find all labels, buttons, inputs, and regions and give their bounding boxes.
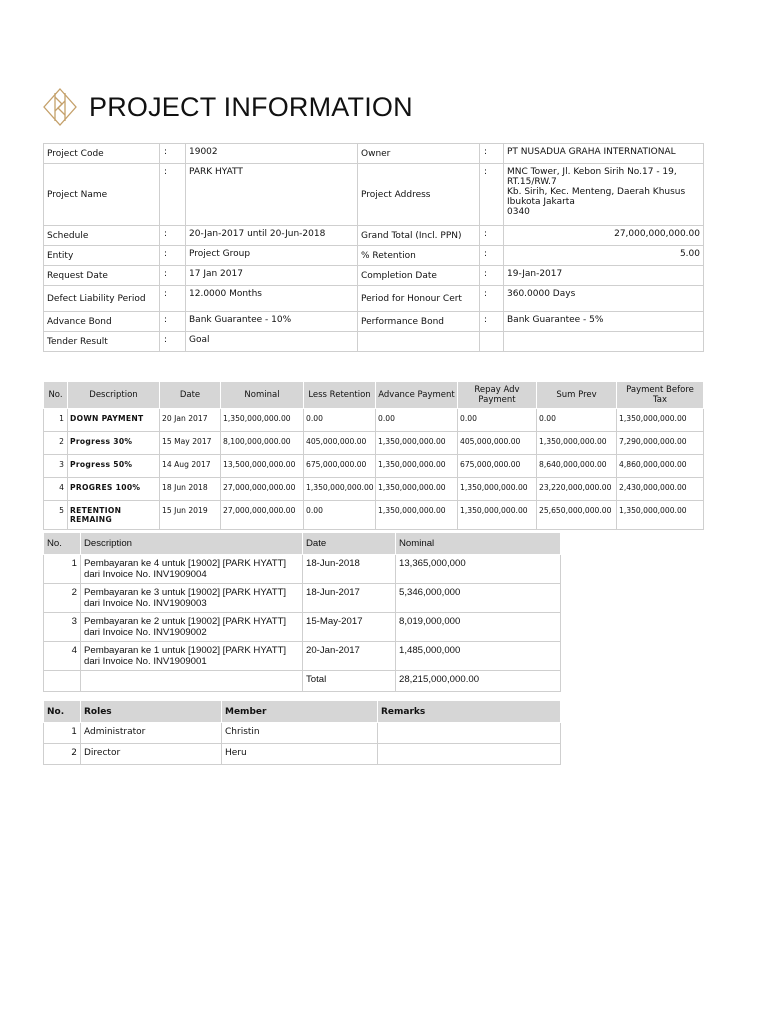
info-value: Goal: [186, 332, 358, 352]
column-header: Repay Adv Payment: [458, 382, 537, 409]
info-value: PARK HYATT: [186, 164, 358, 226]
info-colon: :: [160, 144, 186, 164]
sum-prev: 1,350,000,000.00: [537, 432, 617, 455]
column-header: Nominal: [396, 533, 561, 555]
date: 18-Jun-2017: [303, 584, 396, 613]
row-number: 4: [44, 478, 68, 501]
info-label: Period for Honour Cert: [358, 286, 480, 312]
info-label: Project Name: [44, 164, 160, 226]
nominal: 13,365,000,000: [396, 555, 561, 584]
info-row: [44, 286, 704, 312]
info-label: Project Address: [358, 164, 480, 226]
payment-before-tax: 2,430,000,000.00: [617, 478, 704, 501]
column-header: No.: [44, 382, 68, 409]
info-colon: :: [160, 266, 186, 286]
column-header: Member: [222, 701, 378, 723]
info-value: 360.0000 Days: [504, 286, 704, 312]
nominal: 27,000,000,000.00: [221, 501, 304, 530]
table-row: [44, 723, 561, 744]
info-label: Owner: [358, 144, 480, 164]
role: Administrator: [81, 723, 222, 744]
info-value: 19002: [186, 144, 358, 164]
description: Pembayaran ke 4 untuk [19002] [PARK HYATT] dari Invoice No. INV1909004: [81, 555, 303, 584]
info-colon: :: [480, 312, 504, 332]
info-row: [44, 332, 704, 352]
nominal: 27,000,000,000.00: [221, 478, 304, 501]
info-colon: :: [480, 226, 504, 246]
info-label: Grand Total (Incl. PPN): [358, 226, 480, 246]
info-label: Completion Date: [358, 266, 480, 286]
description: Progress 50%: [68, 455, 160, 478]
info-colon: :: [480, 246, 504, 266]
info-value: MNC Tower, Jl. Kebon Sirih No.17 - 19, RT.15/RW.7 Kb. Sirih, Kec. Menteng, Daerah Khusus Ibukota Jakarta 0340: [504, 164, 704, 226]
info-colon: :: [160, 164, 186, 226]
table-row: [44, 613, 561, 642]
info-colon: [480, 332, 504, 352]
project-info-table: [43, 143, 704, 352]
row-number: 5: [44, 501, 68, 530]
info-value: 19-Jan-2017: [504, 266, 704, 286]
description: Progress 30%: [68, 432, 160, 455]
member: Heru: [222, 744, 378, 765]
row-number: 1: [44, 723, 81, 744]
column-header: Date: [303, 533, 396, 555]
advance-payment: 0.00: [376, 409, 458, 432]
date: 15 Jun 2019: [160, 501, 221, 530]
row-number: 1: [44, 555, 81, 584]
nominal: 1,485,000,000: [396, 642, 561, 671]
info-value: Bank Guarantee - 10%: [186, 312, 358, 332]
project-members-table: [43, 700, 561, 765]
info-value: 5.00: [504, 246, 704, 266]
info-label: Advance Bond: [44, 312, 160, 332]
total-value: 28,215,000,000.00: [396, 671, 561, 692]
info-colon: :: [480, 266, 504, 286]
info-colon: :: [480, 286, 504, 312]
info-value: [504, 332, 704, 352]
less-retention: 0.00: [304, 409, 376, 432]
row-number: 2: [44, 744, 81, 765]
info-colon: :: [480, 164, 504, 226]
nominal: 1,350,000,000.00: [221, 409, 304, 432]
sum-prev: 8,640,000,000.00: [537, 455, 617, 478]
info-colon: :: [160, 226, 186, 246]
advance-payment: 1,350,000,000.00: [376, 432, 458, 455]
row-number: 4: [44, 642, 81, 671]
column-header: Description: [68, 382, 160, 409]
info-row: [44, 266, 704, 286]
info-colon: :: [480, 144, 504, 164]
remarks: [378, 723, 561, 744]
empty-cell: [81, 671, 303, 692]
info-value: 17 Jan 2017: [186, 266, 358, 286]
invoice-payment-table: [43, 532, 561, 692]
info-row: [44, 164, 704, 226]
repay-adv-payment: 675,000,000.00: [458, 455, 537, 478]
description: PROGRES 100%: [68, 478, 160, 501]
info-colon: :: [160, 332, 186, 352]
column-header: No.: [44, 701, 81, 723]
info-row: [44, 246, 704, 266]
sum-prev: 25,650,000,000.00: [537, 501, 617, 530]
less-retention: 675,000,000.00: [304, 455, 376, 478]
info-value: 27,000,000,000.00: [504, 226, 704, 246]
date: 14 Aug 2017: [160, 455, 221, 478]
description: Pembayaran ke 2 untuk [19002] [PARK HYATT] dari Invoice No. INV1909002: [81, 613, 303, 642]
nominal: 5,346,000,000: [396, 584, 561, 613]
info-row: [44, 144, 704, 164]
date: 20 Jan 2017: [160, 409, 221, 432]
info-row: [44, 312, 704, 332]
table-row: [44, 409, 704, 432]
column-header: Date: [160, 382, 221, 409]
date: 15-May-2017: [303, 613, 396, 642]
info-colon: :: [160, 246, 186, 266]
table-row: [44, 642, 561, 671]
repay-adv-payment: 1,350,000,000.00: [458, 501, 537, 530]
row-number: 2: [44, 432, 68, 455]
info-value: Bank Guarantee - 5%: [504, 312, 704, 332]
description: Pembayaran ke 1 untuk [19002] [PARK HYATT] dari Invoice No. INV1909001: [81, 642, 303, 671]
sum-prev: 0.00: [537, 409, 617, 432]
info-colon: :: [160, 312, 186, 332]
column-header: No.: [44, 533, 81, 555]
payment-before-tax: 7,290,000,000.00: [617, 432, 704, 455]
info-label: Project Code: [44, 144, 160, 164]
info-row: [44, 226, 704, 246]
page-title: PROJECT INFORMATION: [89, 91, 413, 122]
payment-before-tax: 1,350,000,000.00: [617, 501, 704, 530]
info-label: Schedule: [44, 226, 160, 246]
empty-cell: [44, 671, 81, 692]
info-label: [358, 332, 480, 352]
info-label: Performance Bond: [358, 312, 480, 332]
info-value: 20-Jan-2017 until 20-Jun-2018: [186, 226, 358, 246]
info-label: Defect Liability Period: [44, 286, 160, 312]
repay-adv-payment: 0.00: [458, 409, 537, 432]
less-retention: 405,000,000.00: [304, 432, 376, 455]
remarks: [378, 744, 561, 765]
column-header: Advance Payment: [376, 382, 458, 409]
date: 20-Jan-2017: [303, 642, 396, 671]
info-label: Request Date: [44, 266, 160, 286]
info-colon: :: [160, 286, 186, 312]
less-retention: 0.00: [304, 501, 376, 530]
column-header: Remarks: [378, 701, 561, 723]
table-row: [44, 455, 704, 478]
advance-payment: 1,350,000,000.00: [376, 501, 458, 530]
payment-before-tax: 1,350,000,000.00: [617, 409, 704, 432]
row-number: 2: [44, 584, 81, 613]
info-value: Project Group: [186, 246, 358, 266]
less-retention: 1,350,000,000.00: [304, 478, 376, 501]
description: RETENTION REMAING: [68, 501, 160, 530]
repay-adv-payment: 1,350,000,000.00: [458, 478, 537, 501]
table-row: [44, 555, 561, 584]
description: Pembayaran ke 3 untuk [19002] [PARK HYATT] dari Invoice No. INV1909003: [81, 584, 303, 613]
member: Christin: [222, 723, 378, 744]
role: Director: [81, 744, 222, 765]
sum-prev: 23,220,000,000.00: [537, 478, 617, 501]
column-header: Description: [81, 533, 303, 555]
nominal: 8,019,000,000: [396, 613, 561, 642]
column-header: Payment Before Tax: [617, 382, 704, 409]
date: 18-Jun-2018: [303, 555, 396, 584]
nominal: 13,500,000,000.00: [221, 455, 304, 478]
advance-payment: 1,350,000,000.00: [376, 478, 458, 501]
table-row: [44, 501, 704, 530]
payment-schedule-table: [43, 381, 704, 530]
info-value: PT NUSADUA GRAHA INTERNATIONAL: [504, 144, 704, 164]
table-row: [44, 432, 704, 455]
row-number: 1: [44, 409, 68, 432]
info-label: % Retention: [358, 246, 480, 266]
column-header: Less Retention: [304, 382, 376, 409]
total-row: [44, 671, 561, 692]
table-row: [44, 584, 561, 613]
company-logo-icon: [42, 87, 78, 127]
nominal: 8,100,000,000.00: [221, 432, 304, 455]
date: 15 May 2017: [160, 432, 221, 455]
repay-adv-payment: 405,000,000.00: [458, 432, 537, 455]
info-label: Entity: [44, 246, 160, 266]
info-value: 12.0000 Months: [186, 286, 358, 312]
payment-before-tax: 4,860,000,000.00: [617, 455, 704, 478]
column-header: Roles: [81, 701, 222, 723]
info-label: Tender Result: [44, 332, 160, 352]
table-row: [44, 744, 561, 765]
advance-payment: 1,350,000,000.00: [376, 455, 458, 478]
column-header: Sum Prev: [537, 382, 617, 409]
table-row: [44, 478, 704, 501]
description: DOWN PAYMENT: [68, 409, 160, 432]
column-header: Nominal: [221, 382, 304, 409]
row-number: 3: [44, 455, 68, 478]
row-number: 3: [44, 613, 81, 642]
date: 18 Jun 2018: [160, 478, 221, 501]
page-header: [42, 86, 413, 128]
total-label: Total: [303, 671, 396, 692]
